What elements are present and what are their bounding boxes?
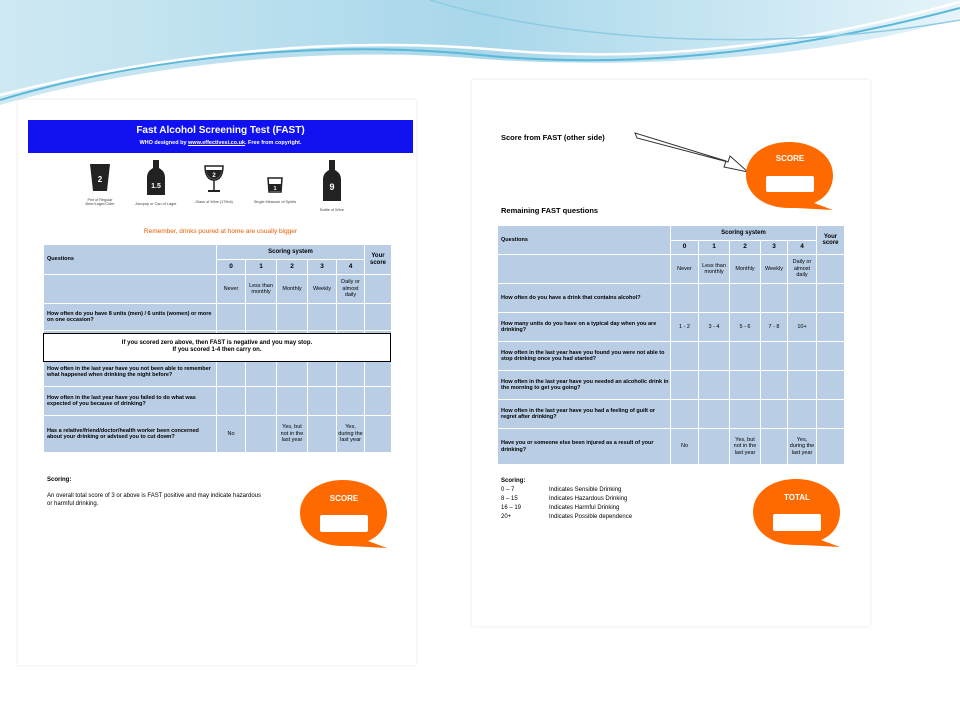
frequency-label: Less than monthly	[246, 275, 277, 304]
remaining-questions-table	[497, 225, 845, 465]
speech-bubble-icon	[298, 478, 390, 550]
answer-cell[interactable]	[699, 342, 730, 371]
table-row	[498, 313, 845, 342]
answer-cell[interactable]	[699, 429, 730, 465]
drink-wine-bottle	[307, 160, 357, 212]
wine-bottle-icon	[321, 160, 343, 202]
score-badge-left	[298, 478, 390, 550]
answer-cell[interactable]	[761, 371, 788, 400]
score-value: 1	[246, 260, 277, 275]
your-score-header: Your score	[365, 245, 392, 275]
answer-cell[interactable]	[337, 387, 365, 416]
fast-title-banner	[28, 120, 413, 153]
table-row	[498, 400, 845, 429]
questions-header: Questions	[44, 245, 217, 275]
frequency-label: Weekly	[308, 275, 337, 304]
question-text: How many units do you have on a typical day when you are drinking?	[498, 313, 671, 342]
answer-cell[interactable]	[730, 400, 761, 429]
answer-cell[interactable]	[308, 416, 337, 453]
table-row	[498, 342, 845, 371]
answer-cell[interactable]	[699, 284, 730, 313]
scoring-heading: Scoring:	[501, 478, 526, 484]
score-range-row: 16 – 19 Indicates Harmful Drinking	[501, 505, 620, 511]
stop-instruction-box	[43, 333, 391, 362]
score-badge-right	[744, 140, 836, 212]
drink-spirit	[250, 160, 300, 204]
score-label: SCORE	[329, 494, 359, 503]
fast-subtitle: WHO designed by www.effectivesi.co.uk. Free from copyright.	[139, 140, 302, 146]
answer-cell[interactable]	[277, 304, 308, 331]
score-value: 2	[277, 260, 308, 275]
score-range-row: 0 – 7 Indicates Sensible Drinking	[501, 487, 622, 493]
score-range-row: 20+ Indicates Possible dependence	[501, 514, 633, 520]
svg-text:1.5: 1.5	[151, 183, 161, 190]
question-text: How often in the last year have you needed an alcoholic drink in the morning to get you going?	[498, 371, 671, 400]
question-text: Has a relative/friend/doctor/health worker been concerned about your drinking or advised you to cut down?	[44, 416, 217, 453]
answer-cell[interactable]: 3 - 4	[699, 313, 730, 342]
answer-cell[interactable]	[761, 429, 788, 465]
answer-cell[interactable]	[246, 416, 277, 453]
table-row	[44, 387, 392, 416]
drink-caption: Alcopop or Can of Lager	[135, 202, 177, 206]
answer-cell[interactable]: 7 - 8	[761, 313, 788, 342]
answer-cell[interactable]	[699, 371, 730, 400]
question-text: How often in the last year have you found you were not able to stop drinking once you had started?	[498, 342, 671, 371]
frequency-label: Daily or almost daily	[337, 275, 365, 304]
answer-cell[interactable]	[671, 284, 699, 313]
table-row	[498, 371, 845, 400]
score-value: 3	[761, 241, 788, 255]
question-text: How often in the last year have you not been able to remember what happened when drinking the night before?	[44, 358, 217, 387]
question-text: Have you or someone else been injured as a result of your drinking?	[498, 429, 671, 465]
score-value: 3	[308, 260, 337, 275]
drink-units-guide	[75, 160, 365, 220]
score-value: 4	[337, 260, 365, 275]
table-row	[498, 429, 845, 465]
scoring-system-header: Scoring system	[217, 245, 365, 260]
your-score-cell[interactable]	[817, 313, 845, 342]
answer-cell[interactable]	[671, 400, 699, 429]
right-scoring-key	[501, 477, 632, 522]
score-from-fast-label: Score from FAST (other side)	[501, 133, 605, 142]
score-value: 2	[730, 241, 761, 255]
your-score-cell[interactable]	[817, 371, 845, 400]
answer-cell[interactable]: 1 - 2	[671, 313, 699, 342]
question-text: How often do you have a drink that contains alcohol?	[498, 284, 671, 313]
question-text: How often in the last year have you had a feeling of guilt or regret after drinking?	[498, 400, 671, 429]
table-row	[498, 284, 845, 313]
drink-pint	[75, 160, 125, 206]
score-value: 4	[788, 241, 817, 255]
frequency-label: Daily or almost daily	[788, 255, 817, 284]
answer-cell[interactable]	[788, 371, 817, 400]
scoring-text: An overall total score of 3 or above is FAST positive and may indicate hazardous or harmful drinking.	[47, 493, 262, 507]
table-row	[44, 416, 392, 453]
answer-cell[interactable]: 10+	[788, 313, 817, 342]
answer-cell[interactable]	[761, 400, 788, 429]
answer-cell[interactable]	[277, 387, 308, 416]
answer-cell[interactable]: No	[671, 429, 699, 465]
answer-cell[interactable]	[246, 304, 277, 331]
answer-cell[interactable]: Yes, during the last year	[337, 416, 365, 453]
answer-cell[interactable]: Yes, during the last year	[788, 429, 817, 465]
speech-bubble-icon	[751, 477, 843, 549]
stop-line-2: If you scored 1-4 then carry on.	[172, 347, 262, 353]
answer-cell[interactable]	[246, 387, 277, 416]
drink-alcopop	[131, 160, 181, 206]
answer-cell[interactable]	[671, 342, 699, 371]
answer-cell[interactable]	[788, 342, 817, 371]
answer-cell[interactable]	[730, 342, 761, 371]
frequency-label: Weekly	[761, 255, 788, 284]
score-label: SCORE	[775, 154, 805, 163]
frequency-label: Never	[671, 255, 699, 284]
answer-cell[interactable]	[217, 387, 246, 416]
your-score-cell[interactable]	[365, 304, 392, 331]
score-entry-box[interactable]	[766, 176, 814, 192]
drink-caption: Glass of Wine (175ml)	[195, 200, 233, 204]
answer-cell[interactable]	[788, 400, 817, 429]
spirit-measure-icon	[266, 160, 284, 194]
your-score-cell[interactable]	[817, 284, 845, 313]
subtitle-link[interactable]: www.effectivesi.co.uk	[188, 140, 245, 146]
table-row	[44, 304, 392, 331]
score-value: 1	[699, 241, 730, 255]
answer-cell[interactable]	[730, 371, 761, 400]
answer-cell[interactable]	[730, 284, 761, 313]
answer-cell[interactable]: 5 - 6	[730, 313, 761, 342]
drink-wine-glass	[189, 160, 239, 204]
answer-cell[interactable]	[217, 304, 246, 331]
fast-title: Fast Alcohol Screening Test (FAST)	[136, 125, 305, 136]
svg-text:2: 2	[97, 175, 103, 184]
beer-can-icon	[146, 160, 166, 196]
drink-caption: Pint of Regular Beer/Lager/Cider	[85, 198, 115, 207]
answer-cell[interactable]	[308, 304, 337, 331]
left-scoring-section	[47, 476, 267, 508]
your-score-cell[interactable]	[817, 342, 845, 371]
frequency-label: Monthly	[277, 275, 308, 304]
answer-cell[interactable]	[761, 342, 788, 371]
score-value: 0	[671, 241, 699, 255]
stop-line-1: If you scored zero above, then FAST is negative and you may stop.	[121, 340, 313, 346]
pint-glass-icon	[88, 160, 112, 192]
total-label: TOTAL	[784, 493, 810, 502]
total-entry-box[interactable]	[773, 514, 821, 531]
drink-caption: Bottle of Wine	[320, 208, 344, 212]
answer-cell[interactable]: Yes, but not in the last year	[277, 416, 308, 453]
answer-cell[interactable]	[671, 371, 699, 400]
drink-caption: Single Measure of Spirits	[253, 200, 297, 204]
answer-cell[interactable]	[788, 284, 817, 313]
answer-cell[interactable]	[308, 387, 337, 416]
score-entry-box[interactable]	[320, 515, 368, 532]
svg-text:9: 9	[329, 182, 335, 192]
frequency-label: Monthly	[730, 255, 761, 284]
frequency-label: Never	[217, 275, 246, 304]
scoring-heading: Scoring:	[47, 477, 72, 483]
frequency-label: Less than monthly	[699, 255, 730, 284]
your-score-cell[interactable]	[817, 429, 845, 465]
svg-text:2: 2	[212, 173, 216, 179]
total-badge	[751, 477, 843, 549]
svg-text:1: 1	[273, 186, 277, 192]
arrow-icon	[632, 130, 752, 180]
answer-cell[interactable]: Yes, but not in the last year	[730, 429, 761, 465]
your-score-cell[interactable]	[817, 400, 845, 429]
question-text: How often do you have 8 units (men) / 6 units (women) or more on one occasion?	[44, 304, 217, 331]
your-score-cell[interactable]	[365, 416, 392, 453]
answer-cell[interactable]	[761, 284, 788, 313]
your-score-header: Your score	[817, 226, 845, 255]
your-score-cell[interactable]	[365, 387, 392, 416]
reminder-text: Remember, drinks poured at home are usually bigger	[143, 228, 298, 235]
score-range-row: 8 – 15 Indicates Hazardous Drinking	[501, 496, 628, 502]
answer-cell[interactable]: No	[217, 416, 246, 453]
remaining-questions-title: Remaining FAST questions	[501, 206, 599, 215]
question-text: How often in the last year have you failed to do what was expected of you because of drinking?	[44, 387, 217, 416]
questions-header: Questions	[498, 226, 671, 255]
wine-glass-icon	[203, 160, 225, 194]
scoring-system-header: Scoring system	[671, 226, 817, 241]
answer-cell[interactable]	[699, 400, 730, 429]
answer-cell[interactable]	[337, 304, 365, 331]
score-value: 0	[217, 260, 246, 275]
